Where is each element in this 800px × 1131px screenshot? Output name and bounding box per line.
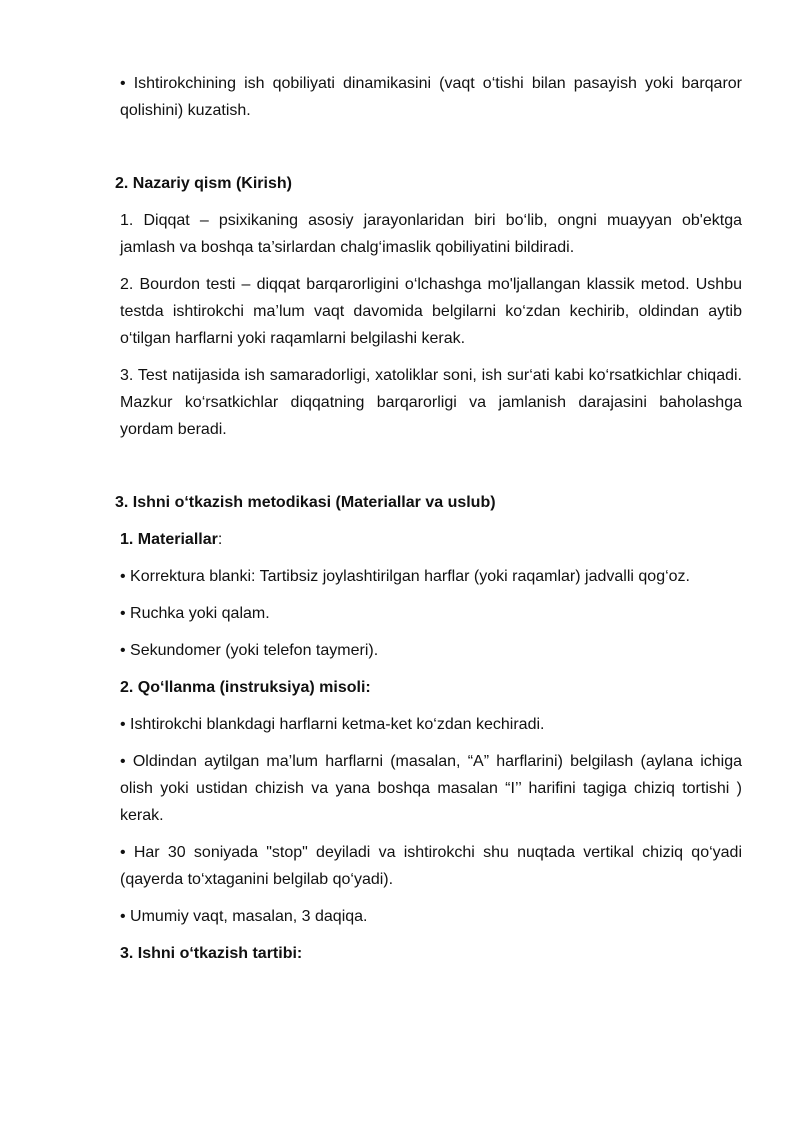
procedure-heading: 3. Ishni o‘tkazish tartibi: [120, 945, 303, 962]
section-3-heading: 3. Ishni o‘tkazish metodikasi (Materiallar va uslub) [115, 494, 496, 511]
intro-bullet: • Ishtirokchining ish qobiliyati dinamikasini (vaqt o‘tishi bilan pasayish yoki barqaror qolishini) kuzatish. [120, 75, 742, 119]
section-2-paragraph-2: 2. Bourdon testi – diqqat barqarorligini o‘lchashga mo'ljallangan klassik metod. Ushbu testda ishtirokchi ma’lum vaqt davomida belgilarni ko‘zdan kechirib, oldindan aytib o‘tilgan harflarni yoki raqamlarni belgilashi kerak. [120, 276, 742, 347]
document-content [115, 70, 742, 967]
section-2-paragraph-3: 3. Test natijasida ish samaradorligi, xatoliklar soni, ish sur‘ati kabi ko‘rsatkichlar chiqadi. Mazkur ko‘rsatkichlar diqqatning barqarorligi va jamlanish darajasini baholashga yordam beradi. [120, 367, 742, 438]
section-2-paragraph-1: 1. Diqqat – psixikaning asosiy jarayonlaridan biri bo‘lib, ongni muayyan ob'ektga jamlash va boshqa ta’sirlardan chalg‘imaslik qobiliyatini bildiradi. [120, 212, 742, 256]
instruction-item-4: • Umumiy vaqt, masalan, 3 daqiqa. [120, 908, 368, 925]
instruction-item-3: • Har 30 soniyada "stop" deyiladi va ishtirokchi shu nuqtada vertikal chiziq qo‘yadi (qayerda to‘xtaganini belgilab qo‘yadi). [120, 844, 742, 888]
materials-item-3: • Sekundomer (yoki telefon taymeri). [120, 642, 379, 659]
instruction-item-2: • Oldindan aytilgan ma’lum harflarni (masalan, “A” harflarini) belgilash (aylana ichiga olish yoki ustidan chizish va yana boshqa masalan “I’’ harifini tagiga chiziq tortishi ) kerak. [120, 753, 742, 824]
instruction-heading: 2. Qo‘llanma (instruksiya) misoli: [120, 679, 371, 696]
materials-item-2: • Ruchka yoki qalam. [120, 605, 270, 622]
materials-heading-line [115, 526, 742, 553]
materials-heading: 1. Materiallar [120, 531, 218, 548]
instruction-item-1: • Ishtirokchi blankdagi harflarni ketma-ket ko‘zdan kechiradi. [120, 716, 545, 733]
materials-colon: : [217, 531, 223, 548]
section-2-heading: 2. Nazariy qism (Kirish) [115, 175, 292, 192]
materials-item-1: • Korrektura blanki: Tartibsiz joylashtirilgan harflar (yoki raqamlar) jadvalli qog‘oz. [120, 568, 690, 585]
